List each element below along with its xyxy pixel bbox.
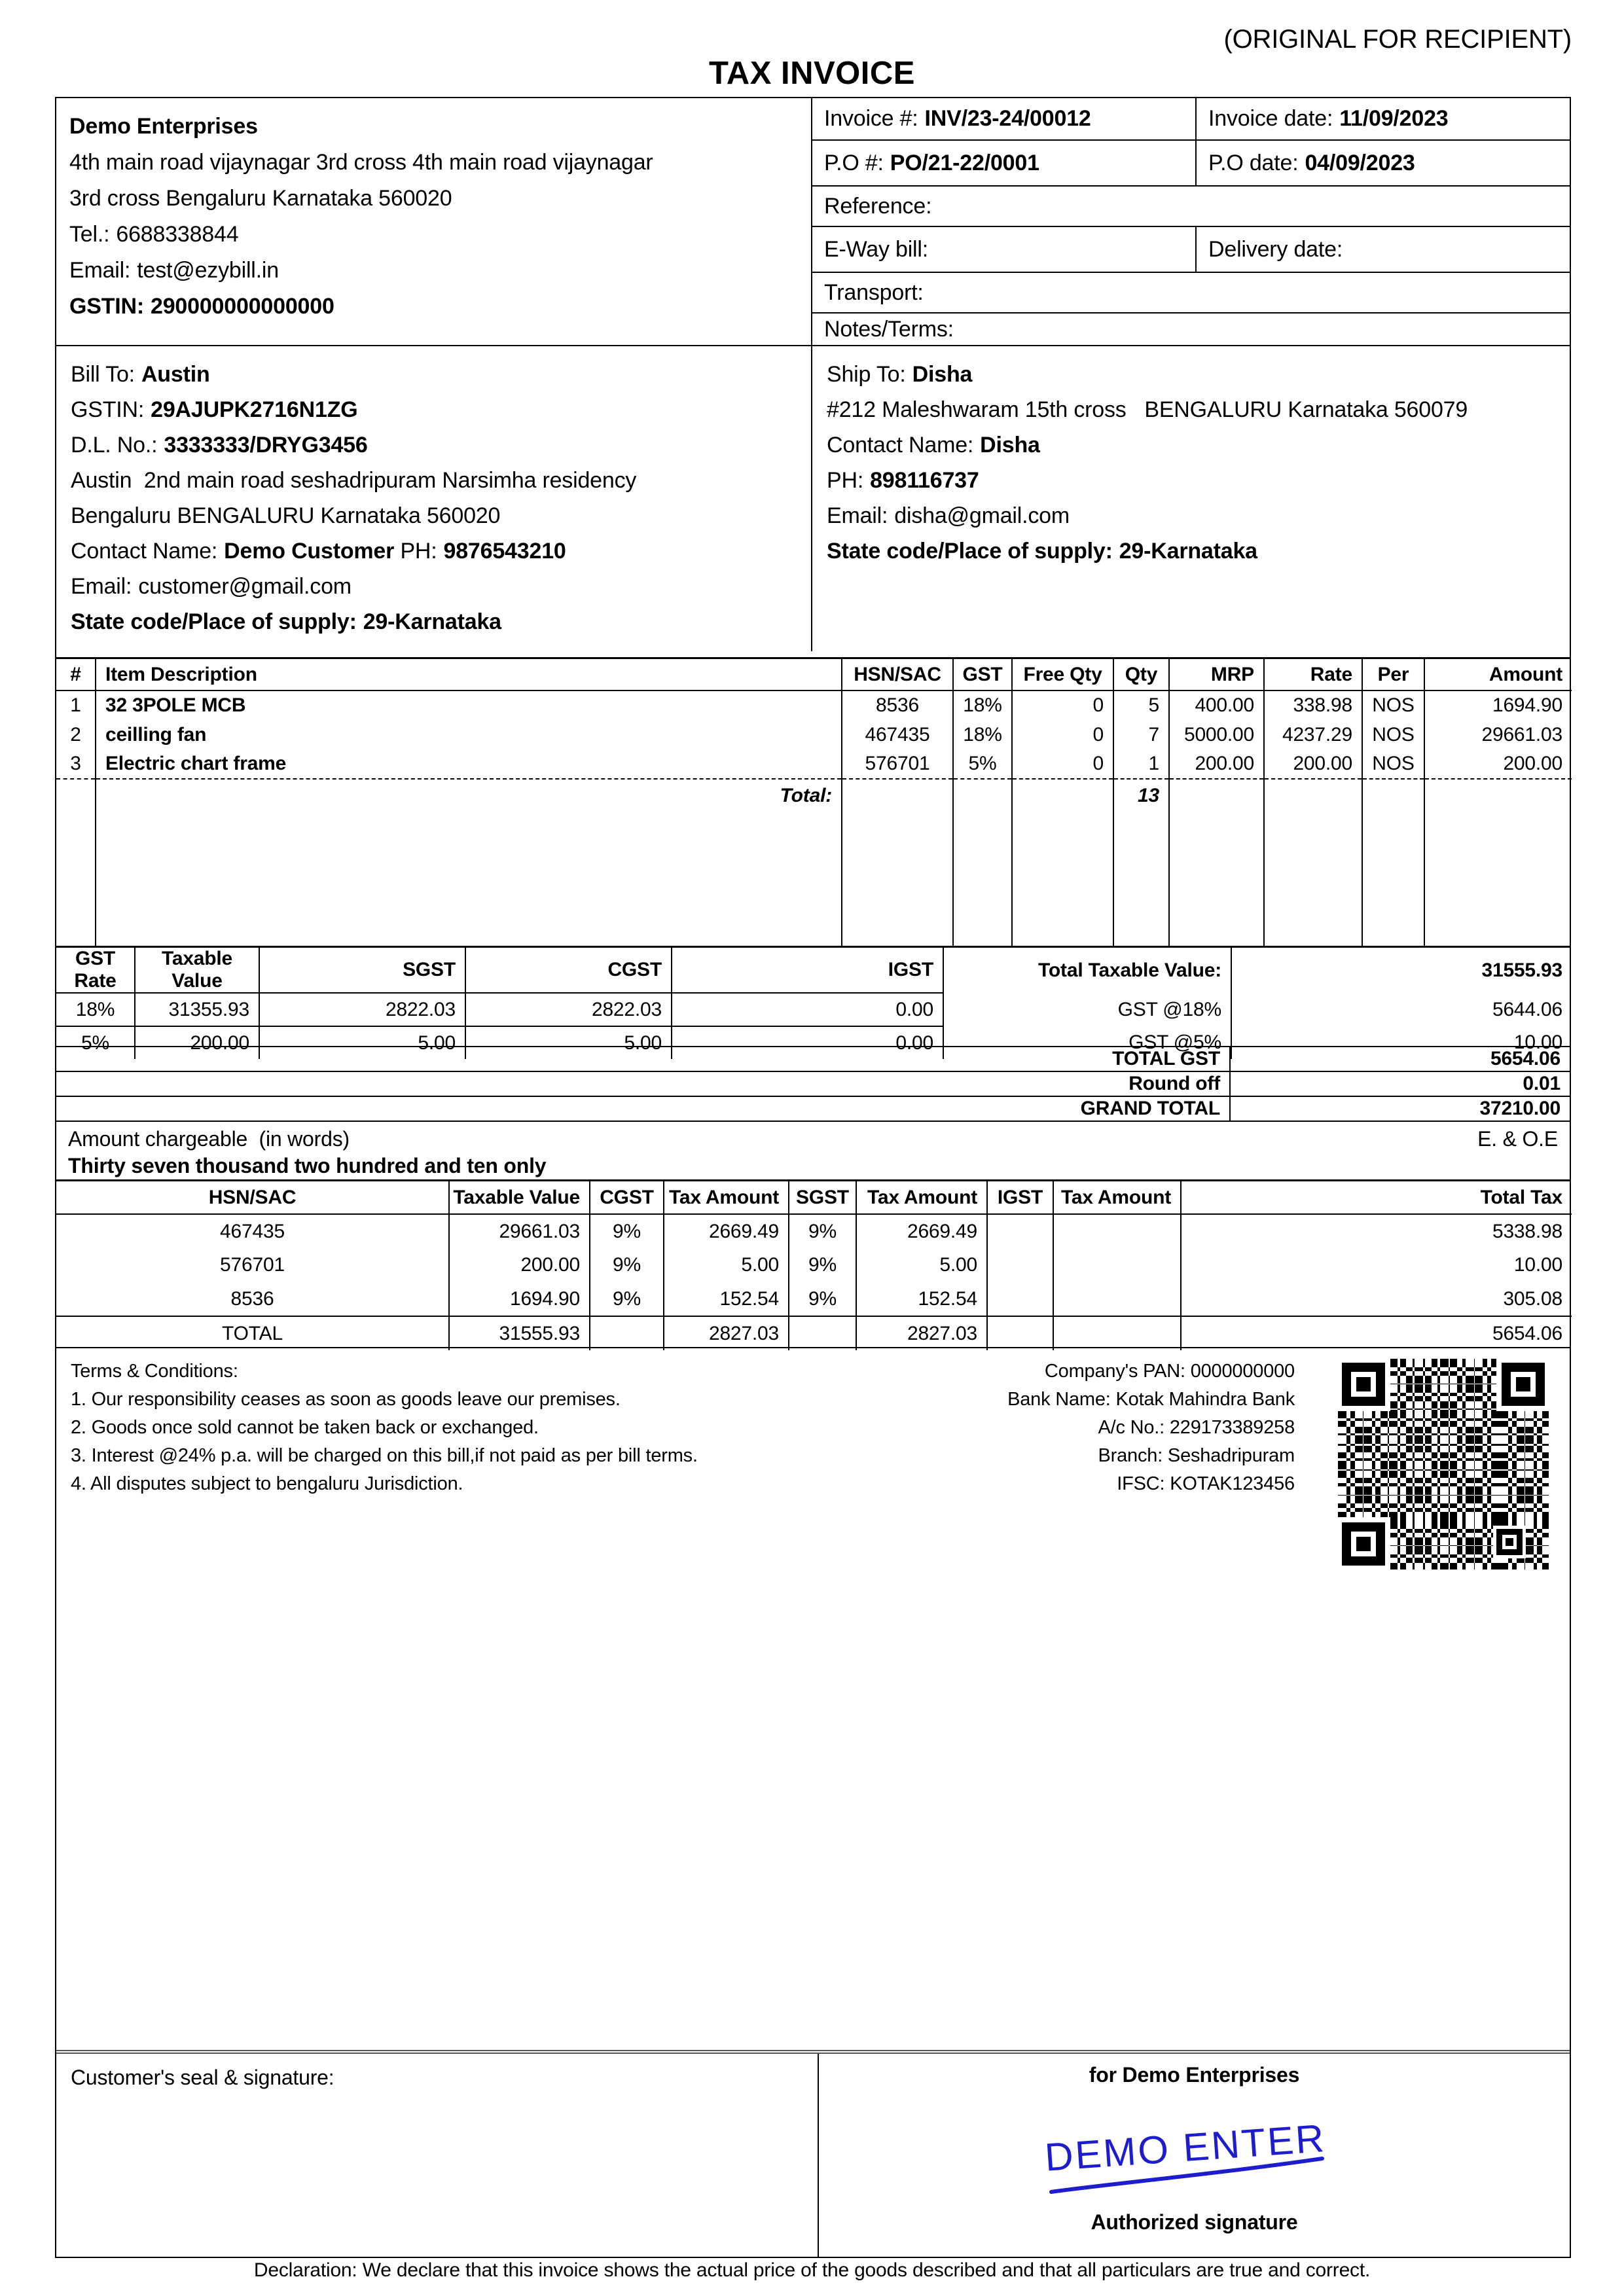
col-header-amount: Amount — [1424, 659, 1572, 691]
round-off-value: 0.01 — [1229, 1072, 1570, 1096]
hsn-code: 8536 — [56, 1282, 449, 1316]
signature-section — [56, 2050, 1570, 2257]
bank-details-block — [1007, 1357, 1295, 1498]
item-per: NOS — [1362, 691, 1424, 720]
hsn-header-row — [56, 1181, 1572, 1214]
reference-label: Reference: — [824, 193, 932, 219]
col-header-gst: GST — [953, 659, 1012, 691]
terms-block — [71, 1357, 698, 1498]
gst-rate: 18% — [56, 993, 135, 1026]
item-hsn: 467435 — [842, 720, 953, 749]
ship-to-ph-label: PH: — [827, 468, 864, 493]
item-qty: 1 — [1113, 749, 1169, 779]
item-mrp: 200.00 — [1169, 749, 1264, 779]
hsn-total-sgst-amount: 2827.03 — [856, 1316, 987, 1350]
bill-to-contact-label: Contact Name: — [71, 539, 218, 564]
hsn-igst-amount — [1053, 1214, 1181, 1248]
item-sn: 1 — [56, 691, 96, 720]
header-section — [56, 98, 1570, 345]
bill-to-address-line1: Austin 2nd main road seshadripuram Narsimha residency — [71, 468, 637, 493]
transport-cell — [812, 273, 1570, 312]
hsn-sgst-rate: 9% — [789, 1282, 856, 1316]
page-title: TAX INVOICE — [709, 56, 915, 91]
hsn-cgst-header: CGST — [590, 1181, 664, 1214]
item-qty: 5 — [1113, 691, 1169, 720]
gst-cgst: 2822.03 — [465, 993, 672, 1026]
po-number-value: PO/21-22/0001 — [890, 150, 1039, 175]
gst-rate-row — [56, 993, 1572, 1026]
items-header-row — [56, 659, 1572, 691]
item-free-qty: 0 — [1012, 749, 1113, 779]
gst18-value: 5644.06 — [1492, 998, 1562, 1020]
gst18-label: GST @18% — [943, 993, 1231, 1026]
gst-sgst: 5.00 — [259, 1026, 465, 1059]
hsn-cgst-amount: 5.00 — [664, 1248, 789, 1282]
gst-taxable: 200.00 — [135, 1026, 259, 1059]
bill-to-contact — [71, 533, 797, 569]
round-off-row — [56, 1071, 1570, 1096]
hsn-total-label: TOTAL — [56, 1316, 449, 1350]
hsn-taxable-header: Taxable Value — [449, 1181, 590, 1214]
eway-cell — [812, 227, 1195, 272]
bill-to-email-value: customer@gmail.com — [138, 574, 352, 599]
hsn-sgst-amount: 152.54 — [856, 1282, 987, 1316]
seller-phone — [69, 217, 798, 253]
seller-phone-value: 6688338844 — [116, 222, 239, 247]
terms-line: 1. Our responsibility ceases as soon as goods leave our premises. — [71, 1389, 621, 1410]
invoice-meta-block — [812, 98, 1570, 345]
customer-seal-cell — [56, 2054, 819, 2257]
authorized-signature-label: Authorized signature — [1091, 2210, 1298, 2234]
authorized-signature-cell — [819, 2054, 1570, 2257]
hsn-cgst-amount: 2669.49 — [664, 1214, 789, 1248]
seller-email-label: Email: — [69, 258, 131, 283]
item-sn: 2 — [56, 720, 96, 749]
po-date-value: 04/09/2023 — [1305, 150, 1415, 175]
ship-to-phone: 898116737 — [870, 468, 979, 493]
hsn-cgst-rate: 9% — [590, 1214, 664, 1248]
ship-to-label: Ship To: — [827, 362, 906, 387]
ship-to-state — [827, 533, 1555, 569]
gst-cgst-header: CGST — [465, 948, 672, 993]
ship-to-contact-label: Contact Name: — [827, 433, 974, 457]
hsn-igst-rate — [987, 1282, 1053, 1316]
hsn-total-row — [56, 1316, 1572, 1350]
item-rate: 200.00 — [1264, 749, 1362, 779]
bill-to-block — [56, 346, 812, 651]
qr-finder-icon — [1342, 1522, 1385, 1566]
hsn-total-tax: 305.08 — [1503, 1287, 1562, 1310]
bill-to-email — [71, 569, 797, 604]
item-row — [56, 720, 1572, 749]
grand-total-label: GRAND TOTAL — [1080, 1098, 1220, 1119]
hsn-taxable: 200.00 — [449, 1248, 590, 1282]
col-header-qty: Qty — [1113, 659, 1169, 691]
hsn-sgst-header: SGST — [789, 1181, 856, 1214]
hsn-igst-header: IGST — [987, 1181, 1053, 1214]
bill-to-label: Bill To: — [71, 362, 135, 387]
bill-to-email-label: Email: — [71, 574, 132, 599]
hsn-summary-section — [56, 1179, 1570, 1348]
hsn-row — [56, 1214, 1572, 1248]
hsn-cgst-rate: 9% — [590, 1248, 664, 1282]
bank-ifsc: IFSC: KOTAK123456 — [1117, 1473, 1295, 1494]
declaration-text: Declaration: We declare that this invoice shows the actual price of the goods described and that all particulars are true and correct. — [253, 2259, 1371, 2281]
col-header-hsn: HSN/SAC — [842, 659, 953, 691]
hsn-total-cgst-amount: 2827.03 — [664, 1316, 789, 1350]
gst-igst: 0.00 — [672, 993, 943, 1026]
hsn-igst-rate — [987, 1214, 1053, 1248]
po-date-label: P.O date: — [1208, 150, 1299, 175]
delivery-date-cell — [1195, 227, 1570, 272]
invoice-number-row — [812, 98, 1570, 141]
hsn-total-taxable: 31555.93 — [449, 1316, 590, 1350]
hsn-sgst-amount: 2669.49 — [856, 1214, 987, 1248]
gst-rate-table — [56, 948, 1572, 1059]
item-sn: 3 — [56, 749, 96, 779]
invoice-number-value: INV/23-24/00012 — [924, 106, 1091, 131]
items-filler-row — [56, 812, 1572, 946]
gst-igst: 0.00 — [672, 1026, 943, 1059]
item-description: Electric chart frame — [96, 749, 842, 779]
ship-to-block — [812, 346, 1570, 651]
item-amount: 200.00 — [1503, 753, 1562, 774]
bill-to-address-line2: Bengaluru BENGALURU Karnataka 560020 — [71, 503, 501, 528]
bill-to-gstin-label: GSTIN: — [71, 397, 145, 422]
hsn-cgst-amount-header: Tax Amount — [664, 1181, 789, 1214]
hsn-summary-table — [56, 1181, 1572, 1350]
ship-to-contact-name: Disha — [980, 433, 1040, 457]
bill-to-gstin — [71, 392, 797, 427]
item-row — [56, 749, 1572, 779]
round-off-label: Round off — [1128, 1073, 1220, 1094]
bill-to-state — [71, 604, 797, 639]
item-rate: 338.98 — [1264, 691, 1362, 720]
items-total-label: Total: — [96, 779, 842, 812]
bank-name: Bank Name: Kotak Mahindra Bank — [1007, 1389, 1295, 1410]
po-number-cell — [812, 141, 1195, 185]
gst-taxable-header: Taxable Value — [135, 948, 259, 993]
gst-rate-header: GST Rate — [56, 948, 135, 993]
total-gst-label: TOTAL GST — [1112, 1048, 1220, 1069]
hsn-col-header: HSN/SAC — [56, 1181, 449, 1214]
po-number-label: P.O #: — [824, 150, 884, 175]
notes-cell — [812, 314, 1570, 345]
bill-to-contact-name: Demo Customer — [224, 539, 395, 564]
parties-section — [56, 345, 1570, 651]
seller-name: Demo Enterprises — [69, 114, 258, 139]
qr-finder-icon — [1502, 1363, 1545, 1406]
item-row — [56, 691, 1572, 720]
total-taxable-label: Total Taxable Value: — [943, 948, 1231, 993]
item-hsn: 576701 — [842, 749, 953, 779]
bill-to-title — [71, 357, 797, 392]
notes-row — [812, 314, 1570, 345]
qr-alignment-icon — [1496, 1529, 1523, 1555]
col-header-rate: Rate — [1264, 659, 1362, 691]
items-total-row — [56, 779, 1572, 812]
col-header-description: Item Description — [96, 659, 842, 691]
gst-summary-section — [56, 946, 1570, 1054]
po-date-cell — [1195, 141, 1570, 185]
customer-seal-label: Customer's seal & signature: — [71, 2066, 334, 2089]
seller-gstin-label: GSTIN: — [69, 294, 145, 319]
terms-line: 2. Goods once sold cannot be taken back or exchanged. — [71, 1417, 539, 1438]
amount-words-section — [56, 1121, 1570, 1179]
gst5-value: 10.00 — [1513, 1031, 1562, 1053]
hsn-total-tax-header: Total Tax — [1181, 1181, 1572, 1214]
invoice-date-label: Invoice date: — [1208, 106, 1333, 131]
gst-totals-section — [56, 1046, 1570, 1121]
item-mrp: 5000.00 — [1169, 720, 1264, 749]
invoice-date-cell — [1195, 98, 1570, 139]
po-row — [812, 141, 1570, 187]
hsn-cgst-amount: 152.54 — [664, 1282, 789, 1316]
terms-line: 4. All disputes subject to bengaluru Jurisdiction. — [71, 1473, 463, 1494]
item-amount: 1694.90 — [1492, 694, 1562, 716]
hsn-grand-total-tax: 5654.06 — [1181, 1316, 1572, 1350]
account-number: A/c No.: 229173389258 — [1098, 1417, 1295, 1438]
item-free-qty: 0 — [1012, 720, 1113, 749]
gst-taxable: 31355.93 — [135, 993, 259, 1026]
hsn-code: 576701 — [56, 1248, 449, 1282]
delivery-date-label: Delivery date: — [1208, 236, 1343, 262]
terms-line: 3. Interest @24% p.a. will be charged on this bill,if not paid as per bill terms. — [71, 1445, 698, 1466]
gst-sgst: 2822.03 — [259, 993, 465, 1026]
ship-to-state-label: State code/Place of supply: — [827, 539, 1113, 564]
seller-gstin — [69, 289, 798, 325]
terms-title: Terms & Conditions: — [71, 1361, 238, 1382]
item-per: NOS — [1362, 720, 1424, 749]
invoice-body — [55, 97, 1571, 2258]
signature-text: DEMO ENTER — [1043, 2116, 1327, 2179]
hsn-taxable: 29661.03 — [449, 1214, 590, 1248]
seller-gstin-value: 290000000000000 — [151, 294, 334, 319]
total-taxable-value: 31555.93 — [1481, 959, 1562, 981]
bill-to-state-label: State code/Place of supply: — [71, 609, 357, 634]
hsn-cgst-rate: 9% — [590, 1282, 664, 1316]
total-gst-value: 5654.06 — [1229, 1047, 1570, 1071]
hsn-igst-amount — [1053, 1248, 1181, 1282]
ship-to-email-label: Email: — [827, 503, 888, 528]
eoe-label: E. & O.E — [1477, 1127, 1558, 1151]
gst-header-row — [56, 948, 1572, 993]
invoice-date-value: 11/09/2023 — [1339, 106, 1449, 131]
qr-finder-icon — [1342, 1363, 1385, 1406]
grand-total-value: 37210.00 — [1229, 1097, 1570, 1121]
hsn-sgst-rate: 9% — [789, 1248, 856, 1282]
bill-to-dl — [71, 427, 797, 463]
seller-block — [56, 98, 812, 345]
item-description: 32 3POLE MCB — [96, 691, 842, 720]
hsn-row — [56, 1248, 1572, 1282]
hsn-sgst-rate: 9% — [789, 1214, 856, 1248]
reference-cell — [812, 187, 1570, 226]
seller-phone-label: Tel.: — [69, 222, 110, 247]
bill-to-dl-value: 3333333/DRYG3456 — [164, 433, 368, 457]
col-header-mrp: MRP — [1169, 659, 1264, 691]
bill-to-phone: 9876543210 — [443, 539, 566, 564]
ship-to-contact — [827, 427, 1555, 463]
item-description: ceilling fan — [96, 720, 842, 749]
hsn-taxable: 1694.90 — [449, 1282, 590, 1316]
item-gst: 18% — [953, 691, 1012, 720]
copy-type-label: (ORIGINAL FOR RECIPIENT) — [1223, 25, 1572, 54]
transport-label: Transport: — [824, 279, 924, 305]
hsn-row — [56, 1282, 1572, 1316]
ship-to-address: #212 Maleshwaram 15th cross BENGALURU Karnataka 560079 — [827, 397, 1468, 422]
seller-address-line2: 3rd cross Bengaluru Karnataka 560020 — [69, 186, 452, 211]
transport-row — [812, 273, 1570, 314]
gst-rate: 5% — [56, 1026, 135, 1059]
reference-row — [812, 187, 1570, 227]
col-header-free-qty: Free Qty — [1012, 659, 1113, 691]
for-company-label: for Demo Enterprises — [1089, 2063, 1300, 2087]
bill-to-gstin-value: 29AJUPK2716N1ZG — [151, 397, 358, 422]
ship-to-title — [827, 357, 1555, 392]
item-gst: 5% — [953, 749, 1012, 779]
hsn-total-tax: 5338.98 — [1492, 1220, 1562, 1242]
hsn-igst-rate — [987, 1248, 1053, 1282]
invoice-number-cell — [812, 98, 1195, 139]
item-qty: 7 — [1113, 720, 1169, 749]
col-header-per: Per — [1362, 659, 1424, 691]
terms-section — [56, 1348, 1570, 2050]
invoice-number-label: Invoice #: — [824, 106, 918, 131]
item-per: NOS — [1362, 749, 1424, 779]
bill-to-state-value: 29-Karnataka — [363, 609, 501, 634]
signature-image — [1031, 2109, 1358, 2208]
qr-code — [1335, 1356, 1551, 1572]
notes-label: Notes/Terms: — [824, 316, 954, 342]
gst5-label: GST @5% — [943, 1026, 1231, 1059]
ship-to-name: Disha — [912, 362, 973, 387]
item-gst: 18% — [953, 720, 1012, 749]
gst-sgst-header: SGST — [259, 948, 465, 993]
items-table — [56, 659, 1572, 946]
col-header-sn: # — [56, 659, 96, 691]
items-section — [56, 657, 1570, 946]
item-mrp: 400.00 — [1169, 691, 1264, 720]
item-amount: 29661.03 — [1481, 723, 1562, 745]
hsn-igst-amount-header: Tax Amount — [1053, 1181, 1181, 1214]
gst-igst-header: IGST — [672, 948, 943, 993]
bill-to-name: Austin — [141, 362, 210, 387]
ship-to-state-value: 29-Karnataka — [1119, 539, 1257, 564]
grand-total-row — [56, 1096, 1570, 1121]
item-rate: 4237.29 — [1264, 720, 1362, 749]
bill-to-ph-label: PH: — [400, 539, 437, 564]
item-hsn: 8536 — [842, 691, 953, 720]
seller-address-line1: 4th main road vijaynagar 3rd cross 4th main road vijaynagar — [69, 150, 653, 175]
bank-branch: Branch: Seshadripuram — [1098, 1445, 1295, 1466]
hsn-igst-amount — [1053, 1282, 1181, 1316]
seller-email-value: test@ezybill.in — [137, 258, 279, 283]
hsn-sgst-amount-header: Tax Amount — [856, 1181, 987, 1214]
hsn-code: 467435 — [56, 1214, 449, 1248]
gst-cgst: 5.00 — [465, 1026, 672, 1059]
hsn-total-tax: 10.00 — [1513, 1254, 1562, 1276]
eway-row — [812, 227, 1570, 273]
total-gst-row — [56, 1046, 1570, 1071]
ship-to-email-value: disha@gmail.com — [894, 503, 1070, 528]
item-free-qty: 0 — [1012, 691, 1113, 720]
ship-to-ph — [827, 463, 1555, 498]
items-total-qty: 13 — [1113, 779, 1169, 812]
eway-label: E-Way bill: — [824, 236, 929, 262]
company-pan: Company's PAN: 0000000000 — [1044, 1361, 1295, 1382]
ship-to-email — [827, 498, 1555, 533]
hsn-sgst-amount: 5.00 — [856, 1248, 987, 1282]
amount-words-label: Amount chargeable (in words) — [68, 1127, 350, 1151]
bill-to-dl-label: D.L. No.: — [71, 433, 158, 457]
amount-in-words: Thirty seven thousand two hundred and ten only — [68, 1154, 547, 1177]
seller-email — [69, 253, 798, 289]
